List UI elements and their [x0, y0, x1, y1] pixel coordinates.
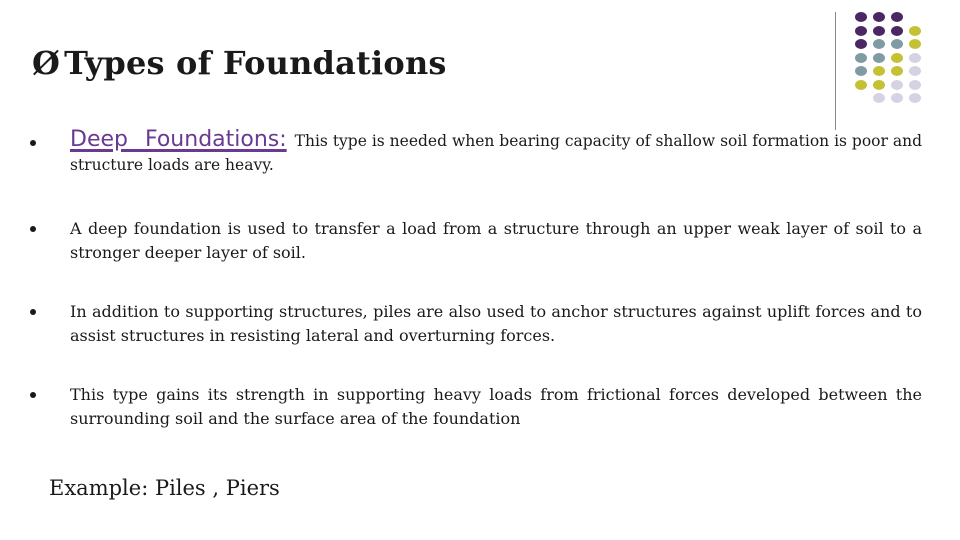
- paragraph-transfer-load: A deep foundation is used to transfer a load from a structure through an upper weak layer of soil to a stronger deeper layer of soil.: [70, 219, 922, 262]
- decorative-dot: [891, 66, 903, 76]
- decorative-dot: [855, 12, 867, 22]
- bullet-icon: [30, 392, 36, 398]
- paragraph-deep-foundations: [70, 128, 922, 177]
- decorative-dot: [909, 39, 921, 49]
- decorative-dot: [873, 93, 885, 103]
- decorative-dot: [855, 80, 867, 90]
- decorative-dot: [855, 26, 867, 36]
- decorative-dot: [873, 66, 885, 76]
- decorative-dot: [855, 53, 867, 63]
- arrow-bullet-icon: Ø: [32, 44, 61, 82]
- decorative-dot: [873, 39, 885, 49]
- decorative-dot: [873, 53, 885, 63]
- decorative-dot: [873, 26, 885, 36]
- paragraph-text: This type is needed when bearing capacity of shallow soil formation is poor and structure loads are heavy.: [70, 132, 922, 174]
- decorative-dot: [891, 39, 903, 49]
- decorative-dot: [891, 80, 903, 90]
- decorative-dot: [873, 12, 885, 22]
- decorative-dot: [891, 12, 903, 22]
- paragraph-piles-uses: In addition to supporting structures, piles are also used to anchor structures against uplift forces and to assist structures in resisting lateral and overturning forces.: [70, 302, 922, 345]
- decorative-dot: [891, 26, 903, 36]
- decorative-dot: [891, 93, 903, 103]
- decorative-dot: [891, 53, 903, 63]
- decorative-dot: [909, 26, 921, 36]
- title-text: Types of Foundations: [64, 44, 447, 82]
- divider-line: [835, 12, 836, 130]
- decorative-dot: [873, 80, 885, 90]
- paragraph-strength: This type gains its strength in supporting heavy loads from frictional forces developed between the surrounding soil and the surface area of the foundation: [70, 385, 922, 428]
- decorative-dot: [909, 80, 921, 90]
- bullet-icon: [30, 309, 36, 315]
- page-title: [32, 44, 447, 82]
- decorative-dot: [909, 66, 921, 76]
- decorative-dot: [909, 53, 921, 63]
- decorative-dot: [855, 66, 867, 76]
- deep-foundations-heading: Deep Foundations:: [70, 127, 287, 152]
- decorative-dot: [909, 93, 921, 103]
- example-text: Example: Piles , Piers: [49, 476, 280, 500]
- bullet-icon: [30, 226, 36, 232]
- decorative-dot: [855, 39, 867, 49]
- bullet-icon: [30, 140, 36, 146]
- dot-grid-decoration: [855, 12, 955, 112]
